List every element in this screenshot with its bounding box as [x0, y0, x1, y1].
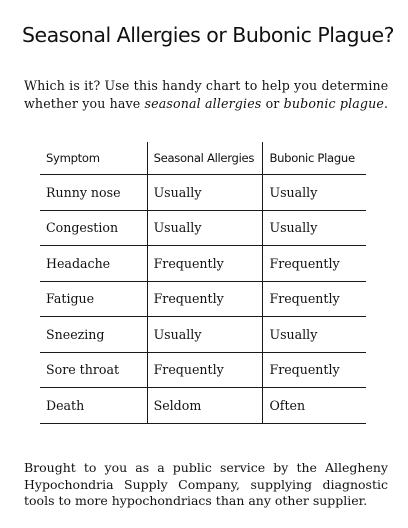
table-row [40, 175, 366, 211]
cell-plague: Frequently [263, 246, 366, 282]
cell-plague: Frequently [263, 281, 366, 317]
cell-allergies: Frequently [147, 246, 263, 282]
table-header-row [40, 142, 366, 175]
cell-allergies: Usually [147, 210, 263, 246]
table-row [40, 281, 366, 317]
footer-note: Brought to you as a public service by the Allegheny Hypochondria Supply Company, supplying diagnostic tools to more hypochondriacs than any other supplier. [24, 460, 388, 508]
cell-plague: Frequently [263, 352, 366, 388]
header-seasonal-allergies: Seasonal Allergies [147, 142, 263, 175]
table-row [40, 352, 366, 388]
table-row [40, 388, 366, 424]
cell-symptom: Runny nose [40, 175, 147, 211]
cell-symptom: Fatigue [40, 281, 147, 317]
cell-plague: Usually [263, 210, 366, 246]
intro-emphasis-plague: bubonic plague [283, 95, 384, 111]
cell-symptom: Headache [40, 246, 147, 282]
header-bubonic-plague: Bubonic Plague [263, 142, 366, 175]
table-row [40, 246, 366, 282]
cell-symptom: Congestion [40, 210, 147, 246]
cell-allergies: Usually [147, 317, 263, 353]
table-row [40, 317, 366, 353]
page-title: Seasonal Allergies or Bubonic Plague? [22, 23, 394, 47]
cell-symptom: Death [40, 388, 147, 424]
intro-text-3: . [383, 95, 389, 111]
cell-plague: Usually [263, 317, 366, 353]
cell-symptom: Sore throat [40, 352, 147, 388]
symptom-table [40, 142, 366, 424]
cell-allergies: Usually [147, 175, 263, 211]
intro-paragraph [24, 77, 394, 112]
table-row [40, 210, 366, 246]
cell-symptom: Sneezing [40, 317, 147, 353]
intro-text-2: or [261, 95, 284, 111]
intro-text-1: Which is it? Use this handy chart to help you determine whether you have [24, 78, 389, 111]
cell-plague: Usually [263, 175, 366, 211]
intro-emphasis-allergies: seasonal allergies [144, 95, 262, 111]
header-symptom: Symptom [40, 142, 147, 175]
cell-plague: Often [263, 388, 366, 424]
cell-allergies: Frequently [147, 281, 263, 317]
cell-allergies: Frequently [147, 352, 263, 388]
cell-allergies: Seldom [147, 388, 263, 424]
